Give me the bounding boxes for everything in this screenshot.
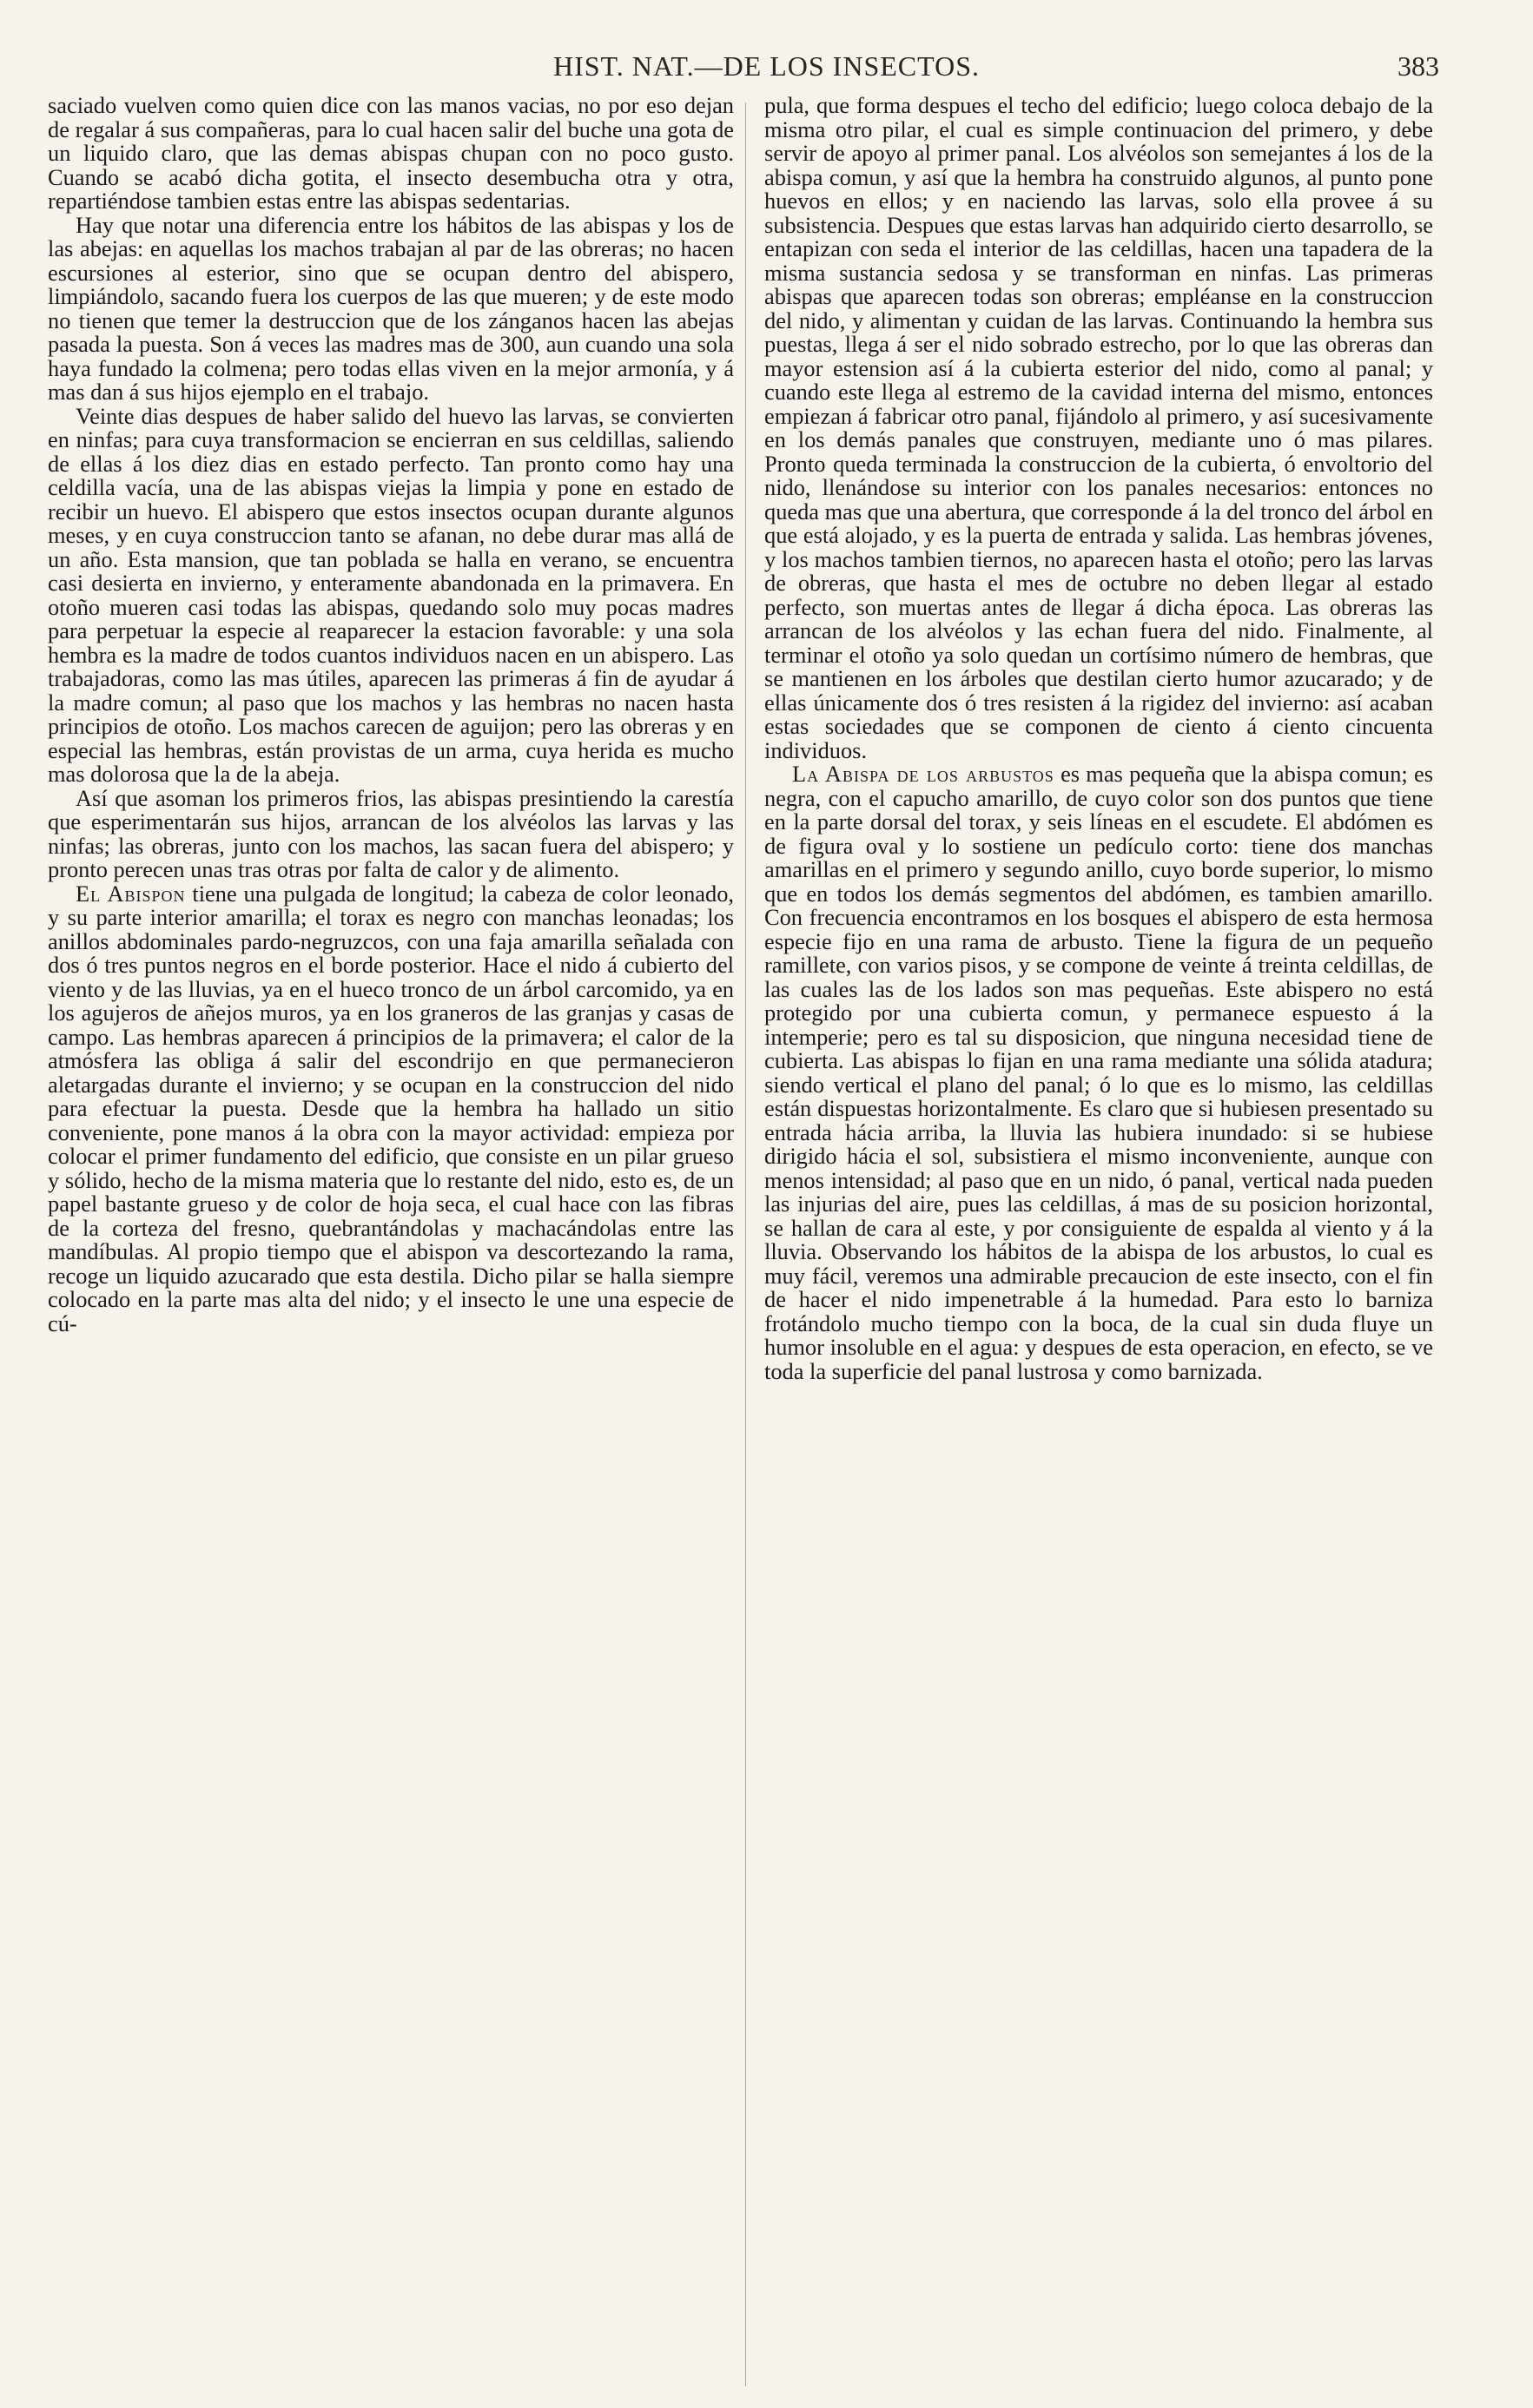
species-name: La Abispa de los arbustos <box>792 761 1054 787</box>
paragraph-abispa-arbustos <box>764 762 1433 1383</box>
paragraph: Hay que notar una diferencia entre los hábitos de las abispas y los de las abejas: en aquellas los machos trabajan al par de las obreras; no hacen escursiones al esterior, sino que se ocupan dentro del abispero, limpiándolo, sacando fuera los cuerpos de las que mueren; y de este modo no tienen que temer la destruccion que de los zánganos hacen las abejas pasada la puesta. Son á veces las madres mas de 300, aun cuando una sola haya fundado la colmena; pero todas ellas viven en la mejor armonía, y á mas dan á sus hijos ejemplo en el trabajo. <box>48 211 734 405</box>
column-divider <box>745 102 746 2386</box>
paragraph-text: tiene una pulgada de longitud; la cabeza de color leonado, y su parte interior amarilla; el torax es negro con manchas leonadas; los anillos abdominales pardo-negruzcos, con una faja amarilla señalada con dos ó tres puntos negros en el borde posterior. Hace el nido á cubierto del viento y de las lluvias, ya en el hueco tronco de un árbol carcomido, ya en los agujeros de añejos muros, ya en los graneros de las granjas y casas de campo. Las hembras aparecen á principios de la primavera; el calor de la atmósfera las obliga á salir del escondrijo en que permanecieron aletargadas durante el invierno; y se ocupan en la construccion del nido para efectuar la puesta. Desde que la hembra ha hallado un sitio conveniente, pone manos á la obra con la mayor actividad: empieza por colocar el primer fundamento del edificio, que consiste en un pilar grueso y sólido, hecho de la misma materia que lo restante del nido, esto es, de un papel bastante grueso y de color de hoja seca, el cual hace con las fibras de la corteza del fresno, quebrantándolas y machacándolas entre las mandíbulas. Al propio tiempo que el abispon va descortezando la rama, recoge un liquido azucarado que esta destila. Dicho pilar se halla siempre colocado en la parte mas alta del nido; y el insecto le une una especie de cú- <box>48 880 734 1336</box>
left-column <box>48 94 734 1336</box>
paragraph-abispon <box>48 882 734 1336</box>
paragraph: saciado vuelven como quien dice con las manos vacias, no por eso dejan de regalar á sus compañeras, para lo cual hacen salir del buche una gota de un liquido claro, que las demas abispas chupan con no poco gusto. Cuando se acabó dicha gotita, el insecto desembucha otra y otra, repartiéndose tambien estas entre las abispas sedentarias. <box>48 92 734 214</box>
running-title: HIST. NAT.—DE LOS INSECTOS. <box>552 50 980 82</box>
page-number: 383 <box>1398 50 1439 82</box>
right-column <box>764 94 1433 1383</box>
paragraph: Así que asoman los primeros frios, las abispas presintiendo la carestía que esperimentarán sus hijos, arrancan de los alvéolos las larvas y las ninfas; las obreras, junto con los machos, las sacan fuera del abispero; y pronto perecen unas tras otras por falta de calor y de alimento. <box>48 784 734 882</box>
species-name: El Abispon <box>76 880 186 907</box>
paragraph: Veinte dias despues de haber salido del huevo las larvas, se convierten en ninfas; para cuya transformacion se encierran en sus celdillas, saliendo de ellas á los diez dias en estado perfecto. Tan pronto como hay una celdilla vacía, una de las abispas viejas la limpia y pone en estado de recibir un huevo. El abispero que estos insectos ocupan durante algunos meses, y en cuya construccion tanto se afanan, no debe durar mas allá de un año. Esta mansion, que tan poblada se halla en verano, se encuentra casi desierta en invierno, y enteramente abandonada en la primavera. En otoño mueren casi todas las abispas, quedando solo muy pocas madres para perpetuar la especie al reaparecer la estacion favorable: y una sola hembra es la madre de todos cuantos individuos nacen en un abispero. Las trabajadoras, como las mas útiles, aparecen las primeras á fin de ayudar á la madre comun; al paso que los machos y las hembras no nacen hasta principios de otoño. Los machos carecen de aguijon; pero las obreras y en especial las hembras, están provistas de un arma, cuya herida es mucho mas dolorosa que la de la abeja. <box>48 402 734 787</box>
page-header <box>0 50 1533 94</box>
paragraph: pula, que forma despues el techo del edificio; luego coloca debajo de la misma otro pilar, el cual es simple continuacion del primero, y debe servir de apoyo al primer panal. Los alvéolos son semejantes á los de la abispa comun, y así que la hembra ha construido algunos, al punto pone huevos en ellos; y en naciendo las larvas, solo ella provee á su subsistencia. Despues que estas larvas han adquirido cierto desarrollo, se entapizan con seda el interior de las celdillas, hacen una tapadera de la misma sustancia sedosa y se transforman en ninfas. Las primeras abispas que aparecen todas son obreras; empléanse en la construccion del nido, y alimentan y cuidan de las larvas. Continuando la hembra sus puestas, llega á ser el nido sobrado estrecho, por lo que las obreras dan mayor estension así á la cubierta esterior del nido, como al panal; y cuando este llega al estremo de la cavidad interna del mismo, entonces empiezan á fabricar otro panal, fijándolo al primero, y así sucesivamente en los demás panales que construyen, mediante uno ó mas pilares. Pronto queda terminada la construccion de la cubierta, ó envoltorio del nido, llenándose su interior con los panales necesarios: entonces no queda mas que una abertura, que corresponde á la del tronco del árbol en que está alojado, y es la puerta de entrada y salida. Las hembras jóvenes, y los machos tambien tiernos, no aparecen hasta el otoño; pero las larvas de obreras, que hasta el mes de octubre no deben llegar al estado perfecto, son muertas antes de llegar á dicha época. Las obreras las arrancan de los alvéolos y las echan fuera del nido. Finalmente, al terminar el otoño ya solo quedan un cortísimo número de hembras, que se mantienen en los árboles que destilan cierto humor azucarado; y de ellas únicamente dos ó tres resisten á la rigidez del invierno: así acaban estas sociedades que se componen de ciento á ciento cincuenta individuos. <box>764 92 1433 763</box>
paragraph-text: es mas pequeña que la abispa comun; es negra, con el capucho amarillo, de cuyo color son dos puntos que tiene en la parte dorsal del torax, y seis líneas en el escudete. El abdómen es de figura oval y lo sostiene un pedículo corto: tiene dos manchas amarillas en el primero y segundo anillo, cuyo borde superior, lo mismo que en todos los demás segmentos del abdómen, es tambien amarillo. Con frecuencia encontramos en los bosques el abispero de esta hermosa especie fijo en una rama de arbusto. Tiene la figura de un pequeño ramillete, con varios pisos, y se compone de veinte á treinta celdillas, de las cuales las de los lados son mas pequeñas. Este abispero no está protegido por una cubierta comun, y permanece espuesto á la intemperie; pero es tal su disposicion, que ninguna necesidad tiene de cubierta. Las abispas lo fijan en una rama mediante una sólida atadura; siendo vertical el plano del panal; ó lo que es lo mismo, las celdillas están dispuestas horizontalmente. Es claro que si hubiesen presentado su entrada hácia arriba, la lluvia las hubiera inundado: si se hubiese dirigido hácia el sol, subsistiera el mismo inconveniente, aunque con menos intensidad; al paso que en un nido, ó panal, vertical nada pueden las injurias del aire, pues las celdillas, á mas de su posicion horizontal, se hallan de cara al este, y por consiguiente de espalda al viento y á la lluvia. Observando los hábitos de la abispa de los arbustos, lo cual es muy fácil, veremos una admirable precaucion de este insecto, con el fin de hacer el nido impenetrable á la humedad. Para esto lo barniza frotándolo mucho tiempo con la boca, de la cual sin duda fluye un humor insoluble en el agua: y despues de esta operacion, en efecto, se ve toda la superficie del panal lustrosa y como barnizada. <box>764 761 1433 1384</box>
